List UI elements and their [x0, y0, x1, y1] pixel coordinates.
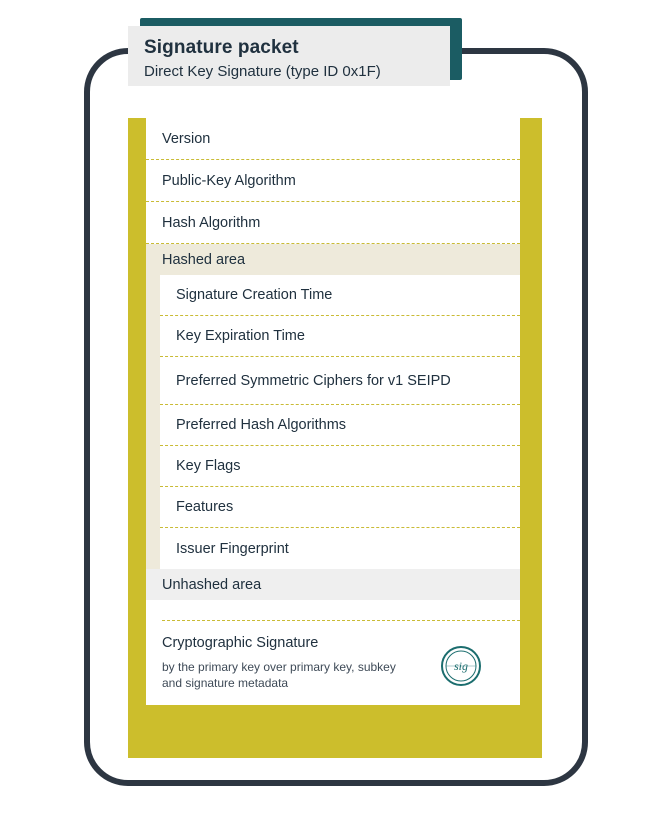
subpacket-signature-creation-time	[160, 275, 520, 316]
subpacket-label: Issuer Fingerprint	[176, 540, 289, 557]
subpacket-label: Preferred Symmetric Ciphers for v1 SEIPD	[176, 372, 451, 389]
subpacket-features	[160, 487, 520, 528]
field-label: Hash Algorithm	[162, 214, 261, 231]
field-version	[146, 118, 520, 160]
section-label: Hashed area	[162, 251, 246, 268]
unhashed-area-header	[146, 569, 520, 600]
packet-header	[128, 26, 450, 86]
cryptographic-signature-block	[146, 621, 520, 705]
signature-title: Cryptographic Signature	[162, 635, 319, 651]
hashed-area-header	[146, 244, 520, 275]
field-public-key-algorithm	[146, 160, 520, 202]
subpacket-preferred-hash-algorithms	[160, 405, 520, 446]
page-subtitle: Direct Key Signature (type ID 0x1F)	[144, 63, 381, 80]
section-label: Unhashed area	[162, 576, 262, 593]
subpacket-label: Signature Creation Time	[176, 287, 333, 303]
subpacket-preferred-symmetric-ciphers	[160, 357, 520, 405]
hashed-subpacket-list	[160, 275, 520, 569]
packet-field-list	[146, 118, 520, 705]
unhashed-area-empty-body	[162, 600, 520, 621]
subpacket-issuer-fingerprint	[160, 528, 520, 569]
signature-description: by the primary key over primary key, subkey and signature metadata	[162, 660, 396, 690]
unhashed-area	[146, 569, 520, 621]
page-title: Signature packet	[144, 37, 299, 58]
signature-seal-icon	[440, 645, 482, 687]
field-label: Version	[162, 130, 211, 147]
subpacket-label: Key Flags	[176, 458, 241, 474]
subpacket-label: Preferred Hash Algorithms	[176, 417, 347, 433]
subpacket-label: Key Expiration Time	[176, 328, 305, 344]
field-label: Public-Key Algorithm	[162, 172, 296, 189]
subpacket-key-expiration-time	[160, 316, 520, 357]
subpacket-key-flags	[160, 446, 520, 487]
svg-text:sig: sig	[453, 659, 469, 673]
subpacket-label: Features	[176, 499, 234, 515]
field-hash-algorithm	[146, 202, 520, 244]
hashed-area	[146, 244, 520, 569]
